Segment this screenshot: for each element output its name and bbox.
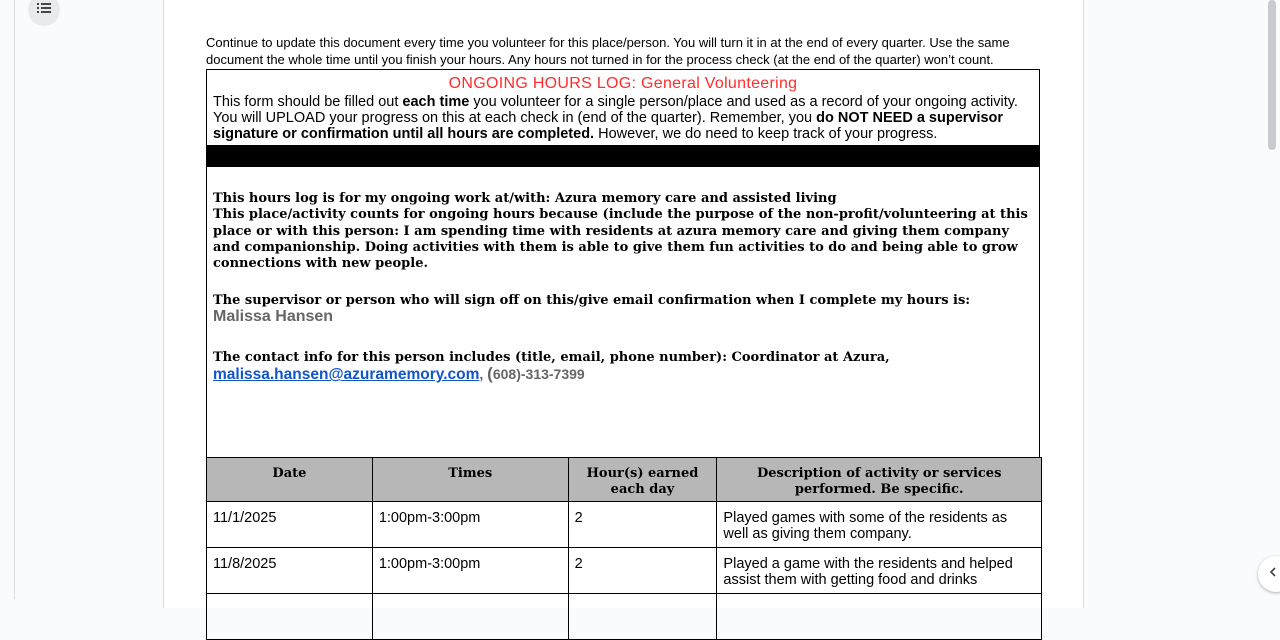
contact-block — [213, 350, 1028, 385]
phone-digits: 608)-313-7399 — [492, 366, 585, 383]
supervisor-label: The supervisor or person who will sign off on this/give email confirmation when I complete my hours is: — [213, 293, 971, 308]
cell-description[interactable]: Played a game with the residents and helped assist them with getting food and drinks — [717, 548, 1042, 594]
cell-description[interactable] — [717, 594, 1042, 640]
header-times: Times — [372, 458, 568, 502]
cell-times[interactable]: 1:00pm-3:00pm — [372, 502, 568, 548]
document-page[interactable] — [163, 0, 1084, 608]
cell-date[interactable] — [207, 594, 373, 640]
instructions-paragraph — [207, 94, 1039, 142]
side-panel-toggle-button[interactable] — [1258, 556, 1280, 592]
contact-values — [213, 366, 1028, 384]
instructions-bold-2: do NOT NEED a supervisor signature or confirmation until all hours are completed. — [213, 110, 1004, 142]
cell-hours[interactable]: 2 — [568, 548, 717, 594]
supervisor-name: Malissa Hansen — [213, 308, 334, 326]
contact-phone — [487, 366, 585, 382]
hours-table — [206, 457, 1042, 640]
document-outline-button[interactable] — [28, 0, 60, 26]
phone-open-paren: ( — [487, 364, 493, 384]
instructions-text-3: However, we do need to keep track of your progress. — [594, 126, 938, 142]
contact-email-link[interactable]: malissa.hansen@azuramemory.com — [213, 366, 480, 384]
contact-separator: , — [479, 366, 488, 383]
purpose-line: This place/activity counts for ongoing hours because (include the purpose of the non-profit/volunteering at this place or with this person: I am spending time with residents at azura memory care and giving them company and companionship. Doing activities with them is able to give them fun activities to do and being able to grow connections with new people. — [213, 207, 1028, 272]
black-divider-bar — [207, 145, 1039, 167]
worksite-line: This hours log is for my ongoing work at/with: Azura memory care and assisted living — [213, 191, 837, 206]
cell-date[interactable]: 11/8/2025 — [207, 548, 373, 594]
vertical-scrollbar-thumb[interactable] — [1268, 0, 1276, 150]
left-rail — [0, 0, 15, 599]
header-description: Description of activity or services performed. Be specific. — [717, 458, 1042, 502]
supervisor-block — [213, 293, 1028, 327]
worksite-block — [213, 191, 1028, 272]
hours-log-box — [206, 69, 1040, 458]
instructions-bold-1: each time — [402, 94, 470, 110]
log-title: ONGOING HOURS LOG: General Volunteering — [448, 75, 798, 92]
intro-paragraph: Continue to update this document every time you volunteer for this place/person. You will turn it in at the end of every quarter. Use the same document the whole time until you finish your hours. Any hours not turned in for the process check (at the end of the quarter) won’t count. — [206, 35, 1010, 67]
cell-times[interactable] — [372, 594, 568, 640]
table-row — [207, 502, 1042, 548]
instructions-text-2: you volunteer for a single person/place and used as a record of your ongoing activity. You will UPLOAD your progress on this at each check in (end of the quarter). Remember, you — [213, 94, 1018, 126]
header-hours: Hour(s) earned each day — [568, 458, 717, 502]
cell-times[interactable]: 1:00pm-3:00pm — [372, 548, 568, 594]
header-date: Date — [207, 458, 373, 502]
table-row — [207, 548, 1042, 594]
cell-hours[interactable]: 2 — [568, 502, 717, 548]
outline-list-icon — [37, 1, 51, 19]
cell-date[interactable]: 11/1/2025 — [207, 502, 373, 548]
table-header-row — [207, 458, 1042, 502]
cell-description[interactable]: Played games with some of the residents as well as giving them company. — [717, 502, 1042, 548]
contact-label: The contact info for this person includes (title, email, phone number): Coordinator at Azura, — [213, 350, 890, 365]
chevron-left-icon — [1268, 565, 1278, 583]
table-row — [207, 594, 1042, 640]
instructions-text-1: This form should be filled out — [213, 94, 403, 110]
cell-hours[interactable] — [568, 594, 717, 640]
